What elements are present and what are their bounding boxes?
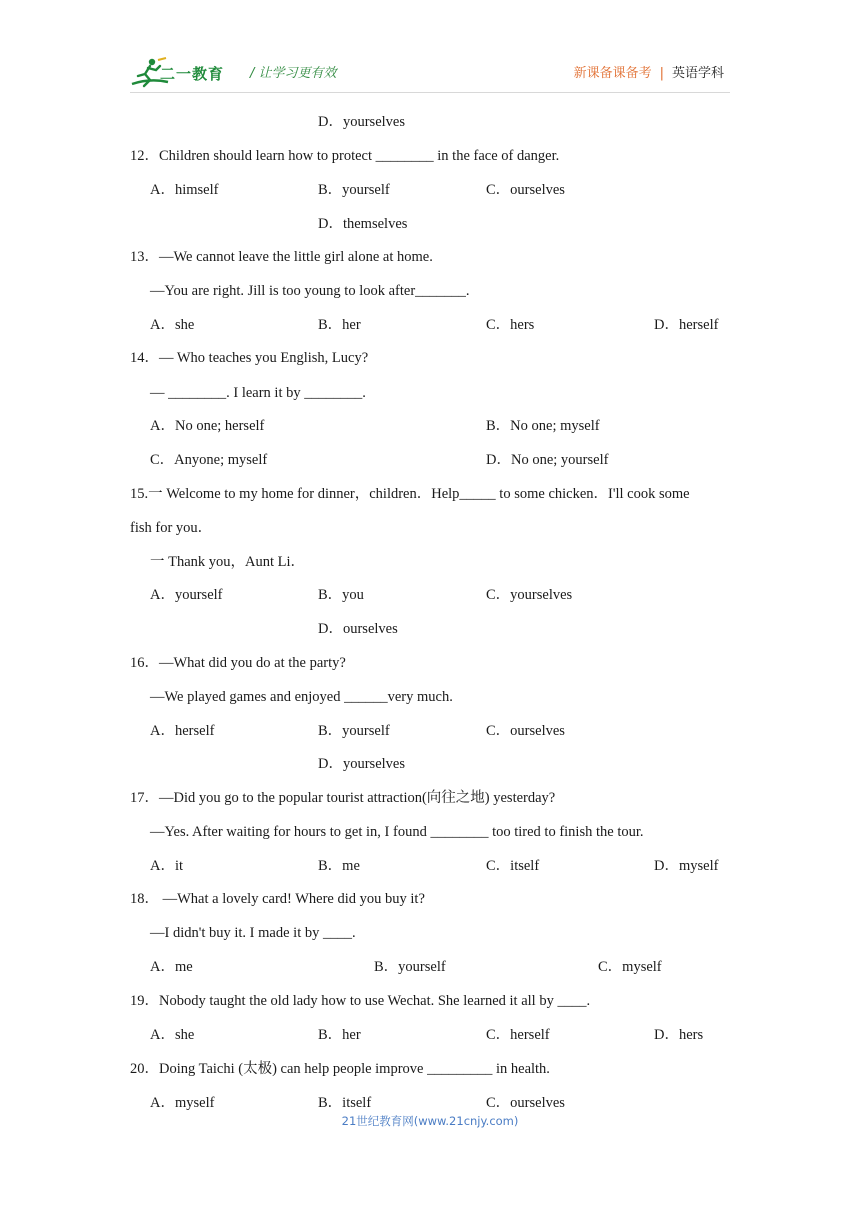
text-line: D．yourselves — [318, 114, 405, 130]
text-line: C．Anyone; myself — [150, 452, 268, 468]
brand-logo — [130, 56, 240, 90]
text-line: D．ourselves — [318, 621, 398, 637]
text-line: C．myself — [598, 959, 662, 975]
text-line: A．himself — [150, 182, 219, 198]
text-line: C．yourselves — [486, 587, 573, 603]
text-line: 16．—What did you do at the party? — [130, 655, 346, 671]
text-line: D．myself — [654, 858, 719, 874]
text-line: 一 Thank you，Aunt Li． — [150, 554, 306, 570]
text-line: D．hers — [654, 1027, 704, 1043]
text-line: B．you — [318, 587, 364, 603]
text-line: D．No one; yourself — [486, 452, 609, 468]
text-line: A．she — [150, 1027, 195, 1043]
text-line: D．herself — [654, 317, 719, 333]
text-line: 17．—Did you go to the popular tourist attraction(向往之地) yesterday? — [130, 790, 556, 806]
text-line: A．me — [150, 959, 193, 975]
text-line: A．yourself — [150, 587, 223, 603]
text-line: C．hers — [486, 317, 535, 333]
text-line: —I didn't buy it. I made it by ____. — [150, 925, 356, 941]
text-line: B．No one; myself — [486, 418, 600, 434]
text-line: B．yourself — [318, 723, 390, 739]
header-subject-label: 英语学科 — [671, 66, 724, 81]
text-line: —Yes. After waiting for hours to get in, I found ________ too tired to finish the tour. — [150, 824, 644, 840]
header-course-label: 新课备课备考 — [573, 66, 652, 81]
text-line: 20．Doing Taichi (太极) can help people improve _________ in health. — [130, 1061, 550, 1077]
text-line: —We played games and enjoyed ______very much. — [150, 689, 453, 705]
text-line: B．itself — [318, 1095, 372, 1111]
footer-source: 21世纪教育网(www.21cnjy.com) — [341, 1114, 519, 1128]
text-line: 15.一 Welcome to my home for dinner，children．Help_____ to some chicken．I'll cook some — [130, 486, 690, 502]
text-line: 14．— Who teaches you English, Lucy? — [130, 350, 369, 366]
header-separator: | — [659, 66, 664, 81]
text-line: A．herself — [150, 723, 215, 739]
text-line: fish for you． — [130, 520, 213, 536]
text-line: B．yourself — [318, 182, 390, 198]
header-divider — [130, 92, 730, 93]
text-line: B．her — [318, 317, 361, 333]
text-line: A．No one; herself — [150, 418, 265, 434]
brand-name: 二一教育 — [160, 65, 225, 83]
text-line: D．yourselves — [318, 756, 405, 772]
slogan: / 让学习更有效 — [250, 66, 337, 81]
text-line: A．she — [150, 317, 195, 333]
text-line: C．herself — [486, 1027, 550, 1043]
text-line: C．ourselves — [486, 723, 565, 739]
text-line: 18． —What a lovely card! Where did you buy it? — [130, 891, 425, 907]
text-line: B．yourself — [374, 959, 446, 975]
text-line: 19．Nobody taught the old lady how to use Wechat. She learned it all by ____. — [130, 993, 591, 1009]
text-line: A．myself — [150, 1095, 215, 1111]
header-right — [574, 62, 724, 81]
text-line: —You are right. Jill is too young to look after_______. — [150, 283, 470, 299]
page-header — [130, 56, 730, 92]
text-line: C．ourselves — [486, 182, 565, 198]
text-line: C．ourselves — [486, 1095, 565, 1111]
text-line: A．it — [150, 858, 184, 874]
text-line: 13．—We cannot leave the little girl alone at home. — [130, 249, 433, 265]
text-line: D．themselves — [318, 216, 408, 232]
text-line: B．me — [318, 858, 360, 874]
text-line: — ________. I learn it by ________. — [150, 385, 366, 401]
text-line: C．itself — [486, 858, 540, 874]
text-line: 12．Children should learn how to protect ________ in the face of danger. — [130, 148, 560, 164]
text-line: B．her — [318, 1027, 361, 1043]
